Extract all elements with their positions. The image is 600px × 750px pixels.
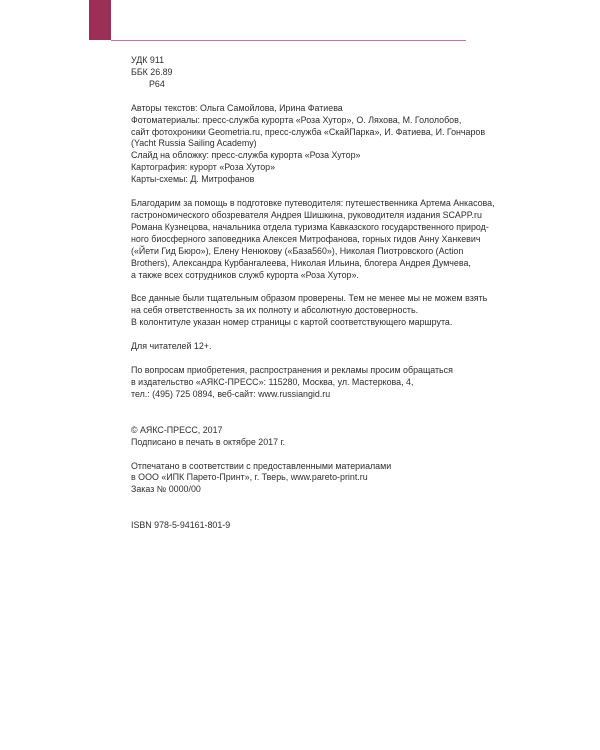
credits-line: Карты-схемы: Д. Митрофанов xyxy=(131,174,255,185)
contacts-line: в издательство «АЯКС-ПРЕСС»: 115280, Москва, ул. Мастеркова, 4, xyxy=(131,376,414,387)
copyright: © АЯКС-ПРЕСС, 2017 xyxy=(131,424,223,435)
acknowledgements-line: а также всех сотрудников служб курорта «Роза Хутор». xyxy=(131,269,359,280)
disclaimer-line: на себя ответственность за их полноту и абсолютную достоверность. xyxy=(131,305,419,316)
signed-to-print: Подписано в печать в октябре 2017 г. xyxy=(131,436,286,447)
acknowledgements-line: Романа Кузнецова, начальника отдела туризма Кавказского государственного природ- xyxy=(131,221,489,232)
credits-line: Картография: курорт «Роза Хутор» xyxy=(131,162,276,173)
credits-block xyxy=(131,103,491,186)
udk-code: УДК 911 xyxy=(131,55,165,65)
printing-line: в ООО «ИПК Парето-Принт», г. Тверь, www.pareto-print.ru xyxy=(131,472,368,483)
acknowledgements-line: Brothers), Александра Курбангалеева, Николая Ильина, блогера Андрея Думчева, xyxy=(131,257,471,268)
credits-line: (Yacht Russia Sailing Academy) xyxy=(131,138,257,149)
credits-line: Фотоматериалы: пресс-служба курорта «Роза Хутор», О. Ляхова, М. Гололобов, xyxy=(131,114,462,125)
age-rating-block xyxy=(131,341,491,353)
credits-line: Авторы текстов: Ольга Самойлова, Ирина Фатиева xyxy=(131,102,343,113)
printing-block xyxy=(131,461,491,497)
disclaimer-line: Все данные были тщательным образом проверены. Тем не менее мы не можем взять xyxy=(131,293,488,304)
credits-line: сайт фотохроники Geometria.ru, пресс-служба «СкайПарка», И. Фатиева, И. Гончаров xyxy=(131,126,486,137)
contacts-line: По вопросам приобретения, распространения и рекламы просим обращаться xyxy=(131,365,453,376)
disclaimer-block xyxy=(131,293,491,329)
author-mark: Р64 xyxy=(149,78,165,89)
acknowledgements-line: ного биосферного заповедника Алексея Митрофанова, горных гидов Анну Ханкевич xyxy=(131,233,481,244)
bbk-code: ББК 26.89 xyxy=(131,66,173,77)
order-number: Заказ № 0000/00 xyxy=(131,484,201,495)
printing-line: Отпечатано в соответствии с предоставленными материалами xyxy=(131,460,392,471)
contacts-line: тел.: (495) 725 0894, веб-сайт: www.russiangid.ru xyxy=(131,388,331,399)
isbn-block xyxy=(131,520,491,532)
corner-color-tab xyxy=(89,0,111,40)
age-rating: Для читателей 12+. xyxy=(131,341,212,352)
imprint-page xyxy=(131,55,495,532)
isbn: ISBN 978-5-94161-801-9 xyxy=(131,520,231,531)
credits-line: Слайд на обложку: пресс-служба курорта «Роза Хутор» xyxy=(131,150,361,161)
disclaimer-line: В колонтитуле указан номер страницы с картой соответствующего маршрута. xyxy=(131,317,453,328)
header-rule xyxy=(111,40,466,41)
classification-block xyxy=(131,55,491,91)
acknowledgements-block xyxy=(131,198,495,281)
acknowledgements-line: Благодарим за помощь в подготовке путеводителя: путешественника Артема Анкасова, xyxy=(131,198,495,209)
contacts-block xyxy=(131,365,491,401)
acknowledgements-line: гастрономического обозревателя Андрея Шишкина, руководителя издания SCAPP.ru xyxy=(131,209,482,220)
acknowledgements-line: («Йети Гид Бюро»), Елену Ненюкову («База560»), Николая Пиотровского (Action xyxy=(131,245,464,256)
publication-block xyxy=(131,425,491,449)
